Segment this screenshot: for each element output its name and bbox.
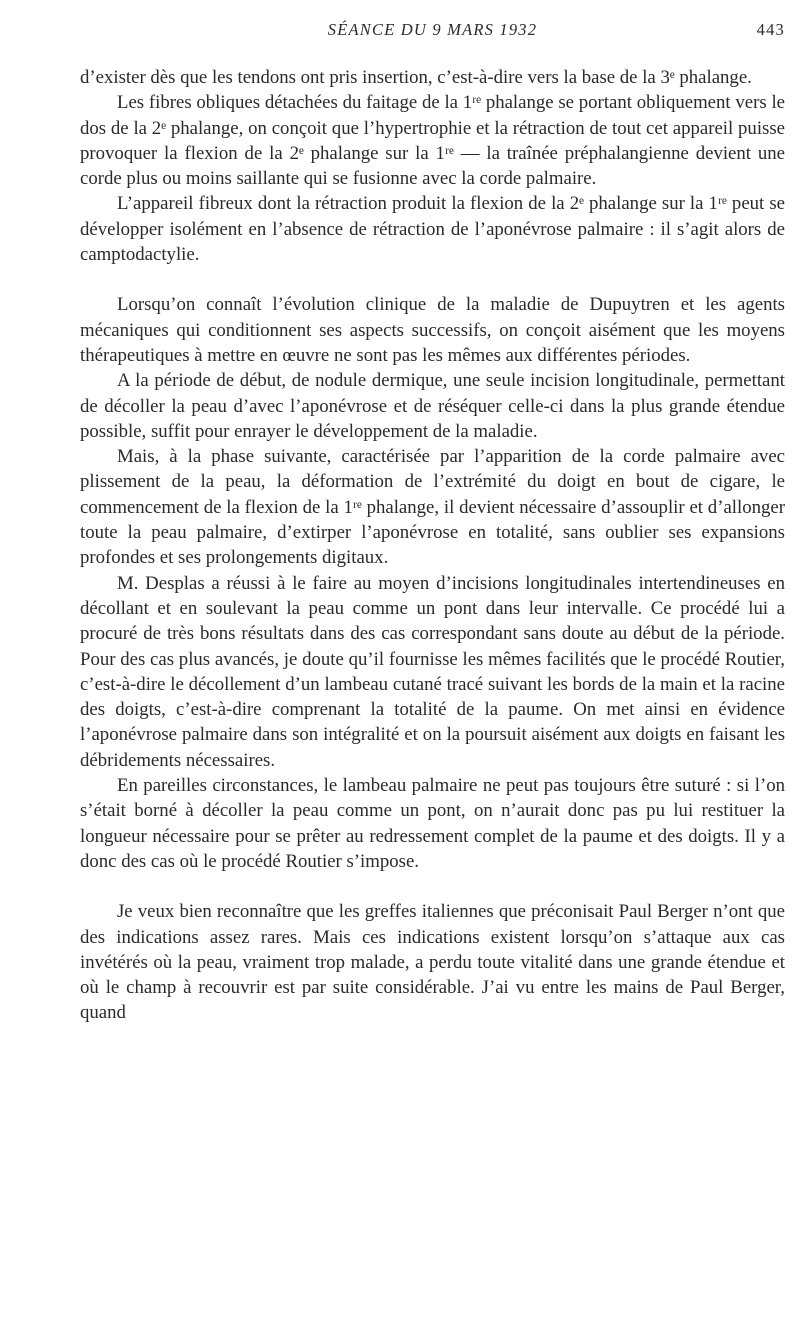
paragraph: M. Desplas a réussi à le faire au moyen d’incisions longitudinales intertendineuses en décollant et en soulevant la peau comme un pont dans leur intervalle. Ce procédé lui a procuré de très bons résultats dans des cas correspondant sans doute au début de la période. Pour des cas plus avancés, je doute qu’il fournisse les mêmes facilités que le procédé Routier, c’est-à-dire le décollement d’un lambeau cutané tracé suivant les bords de la main et la racine des doigts, c’est-à-dire comprenant la totalité de la paume. On met ainsi en évidence l’aponévrose palmaire dans son intégralité et on la poursuit aisément aux doigts en faisant les débridements nécessaires. [80,572,785,771]
section-gap [80,267,785,292]
paragraph: d’exister dès que les tendons ont pris insertion, c’est-à-dire vers la base de la 3ᵉ phalange. [80,67,752,88]
running-title: SÉANCE DU 9 MARS 1932 [327,20,538,39]
paragraph: Mais, à la phase suivante, caractérisée par l’apparition de la corde palmaire avec plissement de la peau, la déformation de l’extrémité du doigt en bout de cigare, le commencement de la flexion de la 1ʳᵉ phalange, il devient nécessaire d’assouplir et d’allonger toute la peau palmaire, d’extirper l’aponévrose en totalité, sans oublier ses expansions profondes et ses prolongements digitaux. [80,446,785,569]
paragraph: Je veux bien reconnaître que les greffes italiennes que préconisait Paul Berger n’ont que des indications assez rares. Mais ces indications existent lorsqu’on s’attaque aux cas invétérés où la peau, vraiment trop malade, a perdu toute vitalité dans une grande étendue et où le champ à recouvrir est par suite considérable. J’ai vu entre les mains de Paul Berger, quand [80,901,785,1024]
page-body [80,65,785,1026]
paragraph: L’appareil fibreux dont la rétraction produit la flexion de la 2ᵉ phalange sur la 1ʳᵉ peut se développer isolément en l’absence de rétraction de l’aponévrose palmaire : il s’agit alors de camptodactylie. [80,193,785,266]
paragraph: A la période de début, de nodule dermique, une seule incision longitudinale, permettant de décoller la peau d’avec l’aponévrose et de réséquer celle-ci dans la plus grande étendue possible, suffit pour enrayer le développement de la maladie. [80,370,785,442]
paragraph: Les fibres obliques détachées du faitage de la 1ʳᵉ phalange se portant obliquement vers le dos de la 2ᵉ phalange, on conçoit que l’hypertrophie et la rétraction de tout cet appareil puisse provoquer la flexion de la 2ᵉ phalange sur la 1ʳᵉ — la traînée préphalangienne devient une corde plus ou moins saillante qui se fusionne avec la corde palmaire. [80,92,785,190]
running-header [80,20,785,44]
page-number: 443 [756,20,785,39]
section-gap [80,874,785,899]
paragraph: Lorsqu’on connaît l’évolution clinique de la maladie de Dupuytren et les agents mécaniques qui conditionnent ses aspects successifs, on conçoit aisément que les moyens thérapeutiques à mettre en œuvre ne sont pas les mêmes aux différentes périodes. [80,294,785,366]
paragraph: En pareilles circonstances, le lambeau palmaire ne peut pas toujours être suturé : si l’on s’était borné à décoller la peau comme un pont, on n’aurait donc pas pu lui restituer la longueur nécessaire pour se prêter au redressement complet de la paume et des doigts. Il y a donc des cas où le procédé Routier s’impose. [80,775,785,872]
